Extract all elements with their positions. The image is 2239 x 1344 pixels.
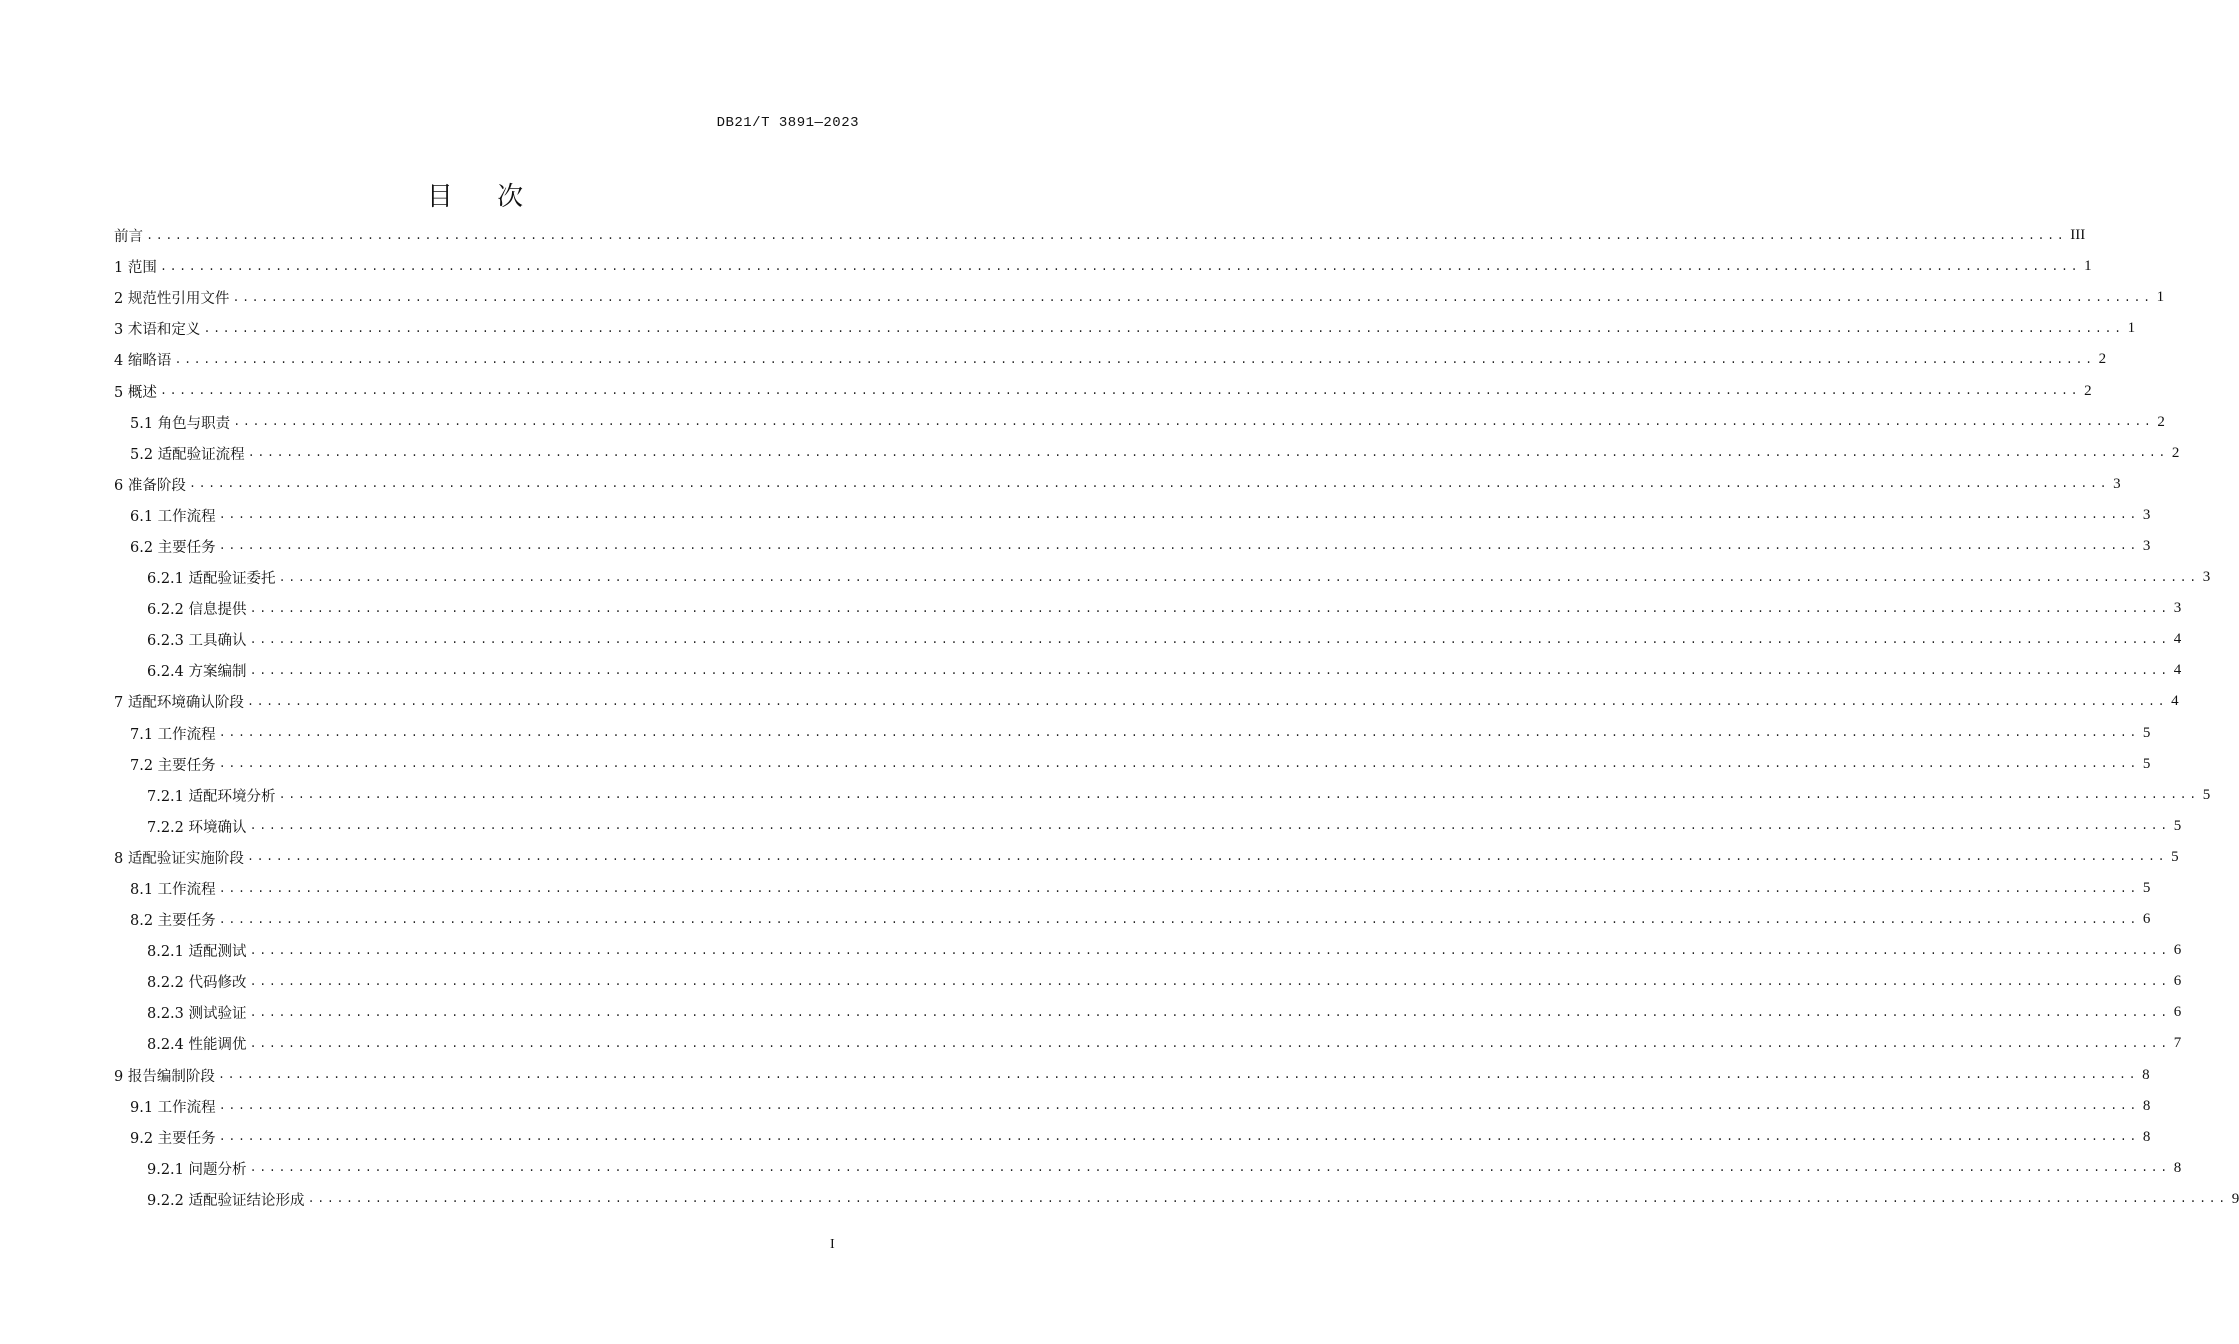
toc-entry-page: 6 (2173, 942, 2182, 959)
toc-entry[interactable] (114, 1091, 2151, 1122)
toc-entry-page: 1 (2084, 258, 2092, 275)
toc-entry-label: 9.1 工作流程 (130, 1099, 216, 1116)
toc-entry[interactable] (114, 251, 2092, 282)
toc-dot-leader: ........................................................................................................................................................................................................ (249, 1161, 2170, 1176)
toc-entry-page: 4 (2173, 662, 2182, 679)
toc-title: 目 次 (426, 182, 542, 212)
toc-entry-page: 2 (2084, 382, 2092, 399)
toc-entry-label: 7.2 主要任务 (130, 757, 216, 774)
toc-entry-label: 7 适配环境确认阶段 (114, 695, 244, 712)
toc-entry[interactable] (114, 997, 2182, 1028)
toc-dot-leader: ........................................................................................................................................................................................................ (218, 757, 2139, 772)
toc-entry-page: 6 (2173, 973, 2182, 990)
toc-entry-page: 5 (2173, 817, 2182, 834)
toc-entry-page: 5 (2171, 848, 2179, 865)
toc-entry[interactable] (114, 562, 2211, 593)
toc-entry-page: 5 (2202, 786, 2211, 803)
toc-entry[interactable] (114, 873, 2151, 904)
toc-entry-page: 4 (2173, 631, 2182, 648)
toc-list (114, 220, 2239, 1215)
toc-dot-leader: ........................................................................................................................................................................................................ (188, 477, 2110, 492)
toc-entry[interactable] (114, 686, 2179, 717)
toc-entry-label: 9 报告编制阶段 (114, 1068, 215, 1085)
toc-entry-page: 8 (2173, 1159, 2182, 1176)
toc-entry-label: 9.2.1 问题分析 (147, 1161, 247, 1178)
toc-entry[interactable] (114, 438, 2180, 469)
toc-entry-page: 3 (2202, 569, 2211, 586)
toc-entry-label: 6.2.2 信息提供 (147, 602, 247, 619)
toc-entry-page: 3 (2113, 475, 2121, 492)
toc-entry[interactable] (114, 1153, 2182, 1184)
toc-dot-leader: ........................................................................................................................................................................................................ (159, 259, 2081, 274)
toc-dot-leader: ........................................................................................................................................................................................................ (246, 850, 2168, 865)
toc-dot-leader: ........................................................................................................................................................................................................ (146, 228, 2067, 243)
page-number: I (830, 1237, 835, 1252)
toc-entry-label: 8.1 工作流程 (130, 882, 216, 899)
toc-dot-leader: ........................................................................................................................................................................................................ (249, 663, 2170, 678)
toc-entry-label: 8.2.1 适配测试 (147, 944, 247, 961)
toc-dot-leader: ........................................................................................................................................................................................................ (218, 912, 2139, 927)
toc-entry-label: 6 准备阶段 (114, 477, 186, 494)
toc-entry-page: 8 (2142, 1066, 2150, 1083)
toc-entry[interactable] (114, 811, 2182, 842)
toc-dot-leader: ........................................................................................................................................................................................................ (278, 788, 2199, 803)
toc-entry-page: 3 (2173, 600, 2182, 617)
toc-entry[interactable] (114, 500, 2151, 531)
toc-entry-label: 7.2.1 适配环境分析 (147, 788, 276, 805)
toc-dot-leader: ........................................................................................................................................................................................................ (249, 819, 2170, 834)
toc-dot-leader: ........................................................................................................................................................................................................ (203, 321, 2124, 336)
toc-entry-label: 6.2.4 方案编制 (147, 664, 247, 681)
toc-entry-page: 4 (2171, 693, 2179, 710)
toc-dot-leader: ........................................................................................................................................................................................................ (246, 694, 2168, 709)
toc-entry-label: 5.2 适配验证流程 (130, 446, 245, 463)
toc-entry-label: 2 规范性引用文件 (114, 291, 230, 308)
toc-entry[interactable] (114, 718, 2151, 749)
toc-entry-label: 9.2 主要任务 (130, 1130, 216, 1147)
toc-dot-leader: ........................................................................................................................................................................................................ (217, 1068, 2139, 1083)
toc-entry[interactable] (114, 655, 2182, 686)
toc-dot-leader: ........................................................................................................................................................................................................ (249, 943, 2170, 958)
toc-dot-leader: ........................................................................................................................................................................................................ (218, 508, 2139, 523)
toc-entry-label: 7.1 工作流程 (130, 726, 216, 743)
toc-entry-label: 1 范围 (114, 260, 157, 277)
toc-entry-label: 8.2 主要任务 (130, 913, 216, 930)
toc-entry-label: 8 适配验证实施阶段 (114, 850, 244, 867)
toc-entry-label: 6.2.3 工具确认 (147, 633, 247, 650)
toc-entry-page: 5 (2142, 880, 2151, 897)
toc-entry-label: 前言 (114, 229, 143, 246)
toc-entry[interactable] (114, 407, 2165, 438)
toc-dot-leader: ........................................................................................................................................................................................................ (247, 446, 2168, 461)
toc-entry-page: 8 (2142, 1097, 2151, 1114)
toc-entry[interactable] (114, 344, 2107, 375)
toc-entry-page: 9 (2231, 1190, 2239, 1207)
toc-entry-label: 5.1 角色与职责 (130, 415, 231, 432)
toc-entry-page: 2 (2098, 351, 2107, 368)
toc-entry[interactable] (114, 935, 2182, 966)
toc-entry[interactable] (114, 749, 2151, 780)
toc-entry-label: 9.2.2 适配验证结论形成 (147, 1192, 305, 1209)
toc-entry-page: 1 (2127, 320, 2136, 337)
toc-entry-label: 7.2.2 环境确认 (147, 819, 247, 836)
toc-entry[interactable] (114, 282, 2165, 313)
toc-entry-label: 6.1 工作流程 (130, 508, 216, 525)
toc-entry[interactable] (114, 531, 2151, 562)
toc-dot-leader: ........................................................................................................................................................................................................ (218, 1130, 2139, 1145)
toc-dot-leader: ........................................................................................................................................................................................................ (249, 632, 2170, 647)
toc-entry-label: 6.2 主要任务 (130, 539, 216, 556)
toc-entry[interactable] (114, 313, 2136, 344)
toc-entry[interactable] (114, 780, 2211, 811)
toc-entry-page: 2 (2157, 413, 2165, 430)
toc-entry-page: 6 (2142, 911, 2151, 928)
toc-entry[interactable] (114, 220, 2086, 251)
toc-dot-leader: ........................................................................................................................................................................................................ (233, 415, 2154, 430)
toc-entry-page: 2 (2171, 444, 2180, 461)
toc-entry[interactable] (114, 469, 2121, 500)
toc-dot-leader: ........................................................................................................................................................................................................ (307, 1192, 2228, 1207)
toc-entry[interactable] (114, 375, 2092, 406)
toc-entry-page: 8 (2142, 1128, 2151, 1145)
toc-dot-leader: ........................................................................................................................................................................................................ (249, 601, 2170, 616)
toc-entry-label: 5 概述 (114, 384, 157, 401)
toc-entry-label: 6.2.1 适配验证委托 (147, 571, 276, 588)
toc-dot-leader: ........................................................................................................................................................................................................ (249, 1005, 2170, 1020)
toc-entry-label: 4 缩略语 (114, 353, 172, 370)
toc-entry-page: III (2070, 227, 2086, 244)
toc-dot-leader: ........................................................................................................................................................................................................ (159, 384, 2081, 399)
toc-dot-leader: ........................................................................................................................................................................................................ (249, 1036, 2170, 1051)
toc-dot-leader: ........................................................................................................................................................................................................ (249, 974, 2170, 989)
toc-entry-page: 3 (2142, 506, 2151, 523)
toc-entry[interactable] (114, 966, 2182, 997)
toc-dot-leader: ........................................................................................................................................................................................................ (174, 352, 2095, 367)
toc-entry-label: 8.2.2 代码修改 (147, 975, 247, 992)
toc-dot-leader: ........................................................................................................................................................................................................ (218, 539, 2139, 554)
toc-dot-leader: ........................................................................................................................................................................................................ (232, 290, 2153, 305)
toc-entry[interactable] (114, 593, 2182, 624)
toc-entry[interactable] (114, 1184, 2239, 1215)
toc-dot-leader: ........................................................................................................................................................................................................ (218, 726, 2139, 741)
toc-entry-page: 3 (2142, 537, 2151, 554)
toc-entry-label: 3 术语和定义 (114, 322, 201, 339)
toc-entry-page: 6 (2173, 1004, 2182, 1021)
document-code: DB21/T 3891—2023 (716, 115, 859, 131)
toc-entry[interactable] (114, 904, 2151, 935)
toc-entry[interactable] (114, 1028, 2182, 1059)
toc-entry-page: 1 (2156, 289, 2165, 306)
toc-dot-leader: ........................................................................................................................................................................................................ (218, 881, 2139, 896)
toc-entry[interactable] (114, 842, 2179, 873)
toc-entry-label: 8.2.3 测试验证 (147, 1006, 247, 1023)
toc-entry-page: 5 (2142, 724, 2151, 741)
toc-entry[interactable] (114, 1122, 2151, 1153)
toc-dot-leader: ........................................................................................................................................................................................................ (218, 1099, 2139, 1114)
toc-entry[interactable] (114, 624, 2182, 655)
toc-entry-page: 7 (2173, 1035, 2182, 1052)
toc-entry-label: 8.2.4 性能调优 (147, 1037, 247, 1054)
toc-entry[interactable] (114, 1060, 2150, 1091)
toc-entry-page: 5 (2142, 755, 2151, 772)
toc-dot-leader: ........................................................................................................................................................................................................ (278, 570, 2199, 585)
